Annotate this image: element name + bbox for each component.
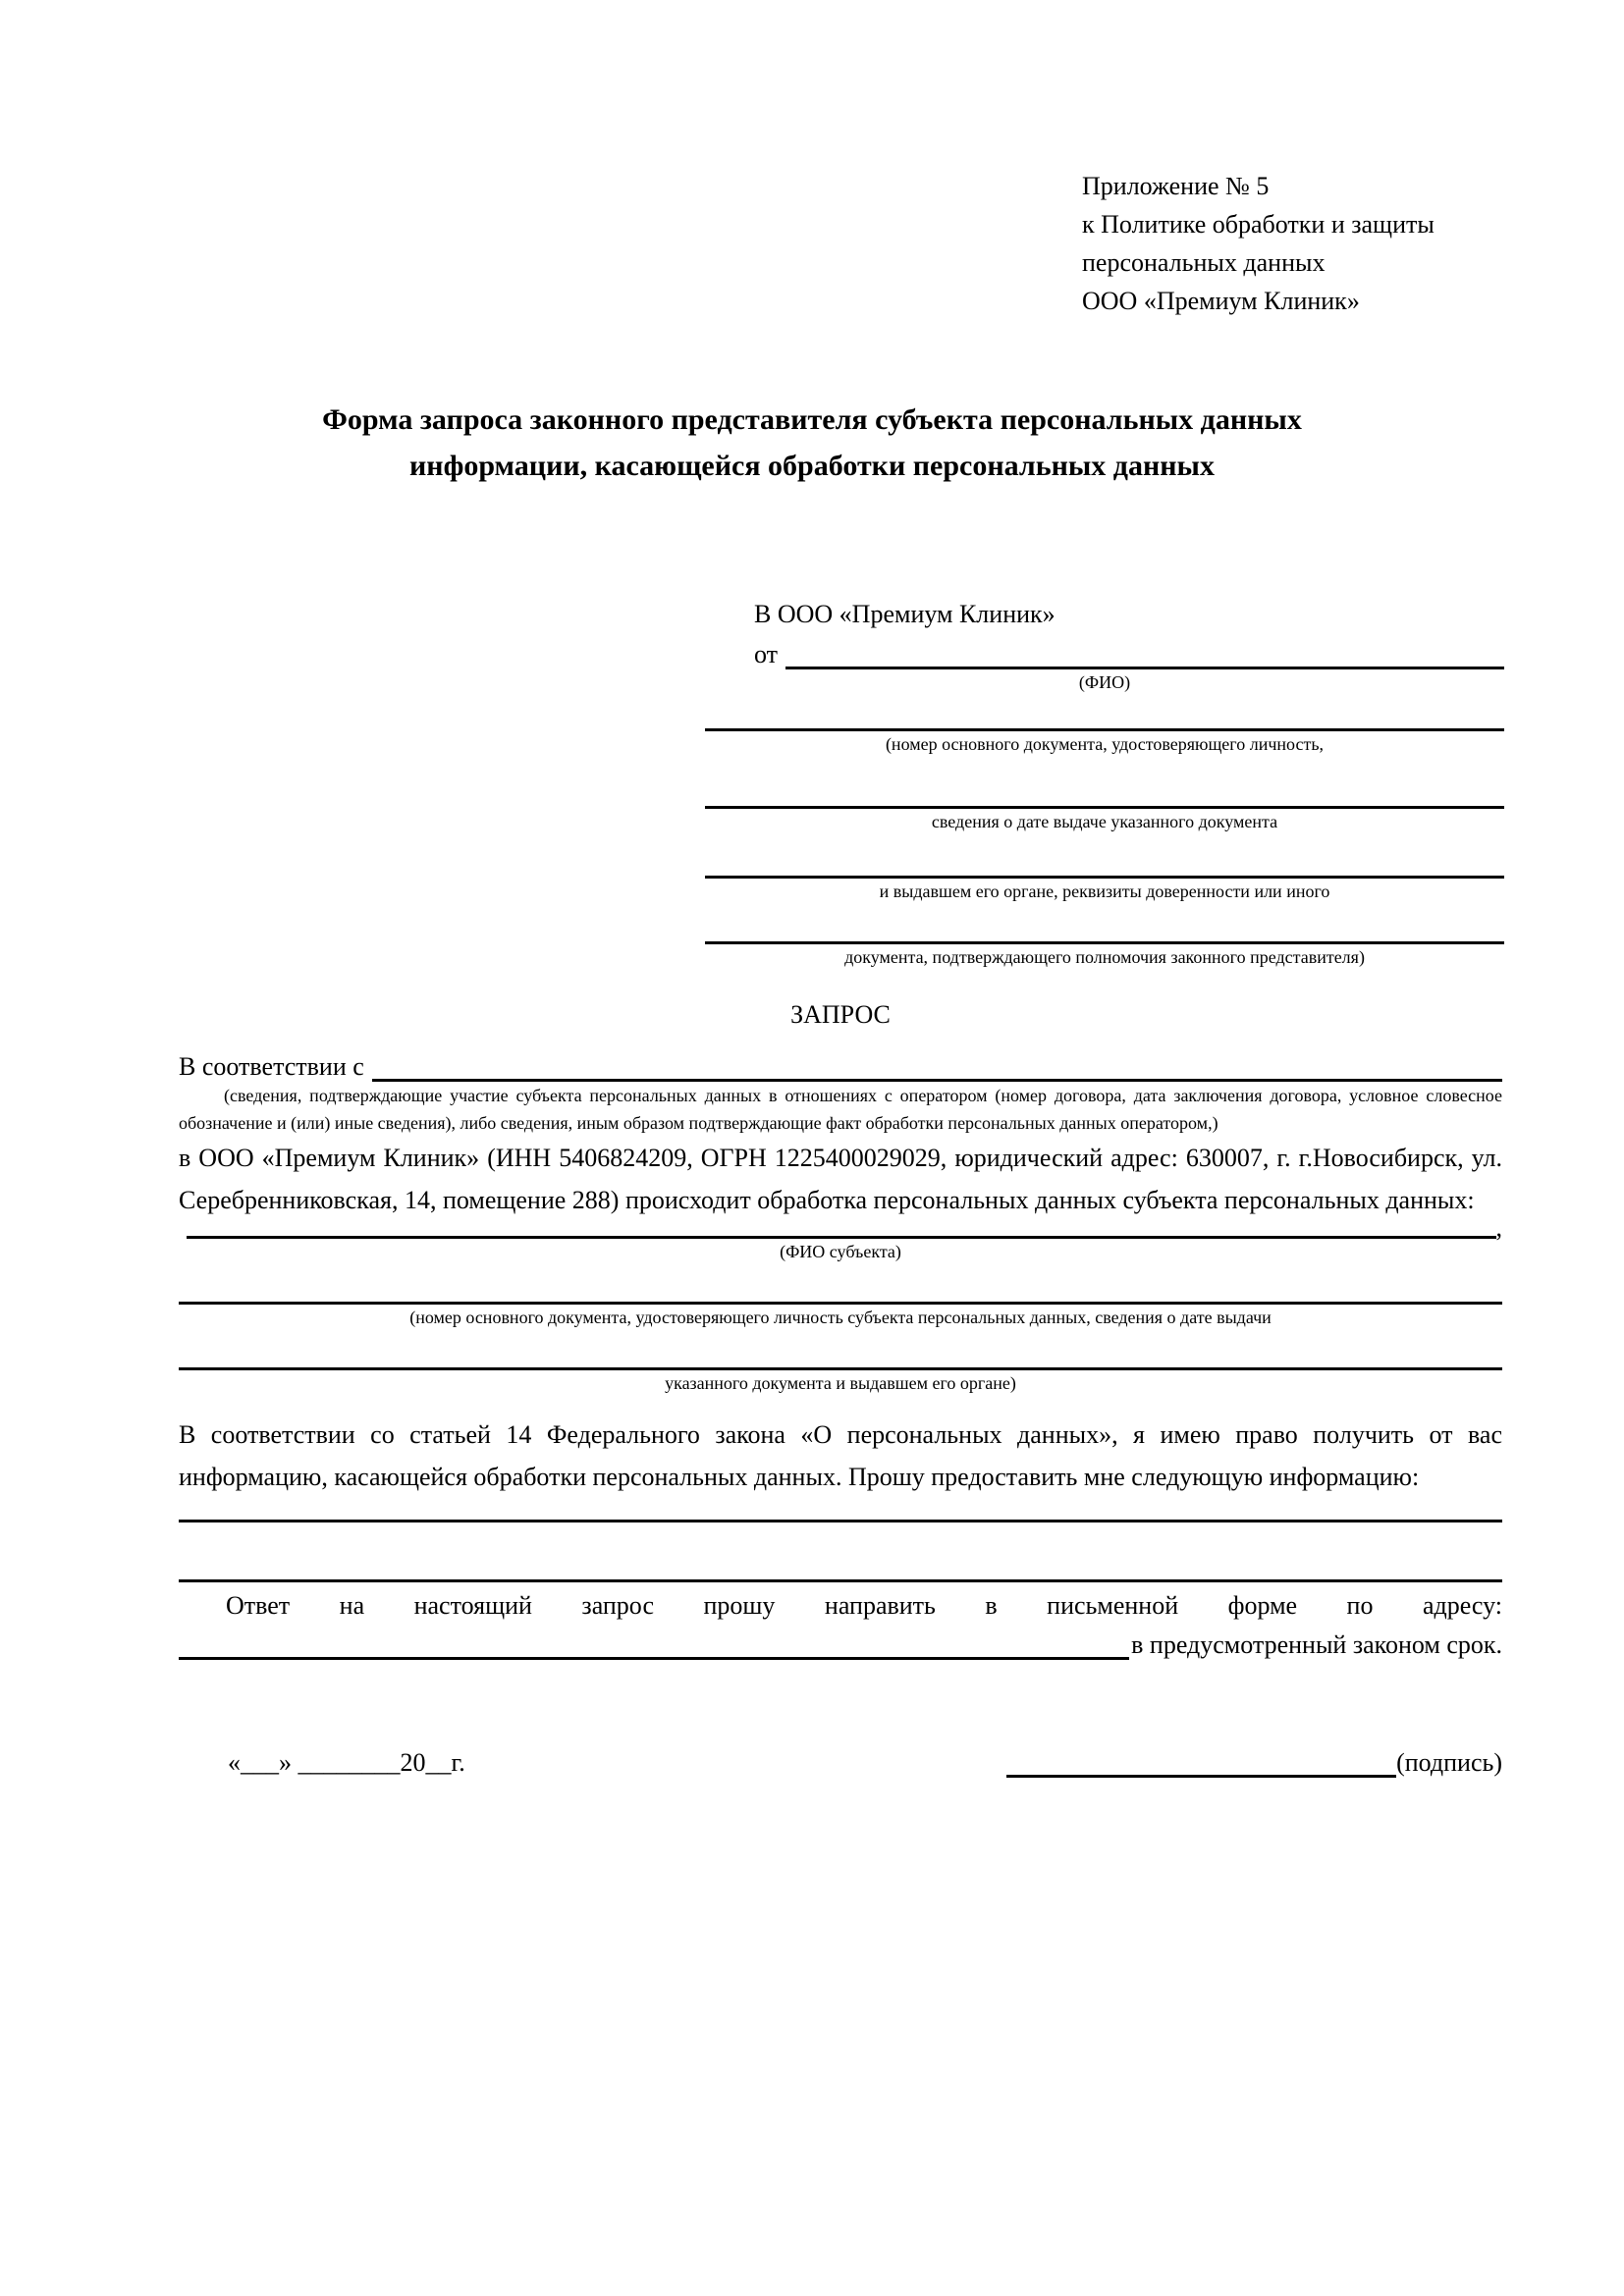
subject-fio-comma: , [1495,1213,1502,1242]
page-title-line: информации, касающейся обработки персональных данных [409,450,1215,482]
info-request-line [179,1579,1502,1582]
info-request-line [179,1520,1502,1522]
law-paragraph: В соответствии со статьей 14 Федерального закона «О персональных данных», я имею право получить от вас информацию, касающейся обработки персональных данных. Прошу предоставить мне следующую информацию: [179,1420,1502,1491]
answer-paragraph-tail: в предусмотренный законом срок. [1131,1630,1502,1659]
answer-address-row [179,1627,1502,1660]
basis-row [179,1048,1502,1082]
address-field-line [179,1657,1129,1660]
from-row [705,634,1504,669]
field-caption: (номер основного документа, удостоверяющего личность, [885,734,1325,754]
signature-line [1006,1775,1396,1778]
fio-caption: (ФИО) [1078,672,1131,692]
field-caption: сведения о дате выдаче указанного документа [931,812,1278,831]
representative-doc-field [705,806,1504,834]
annex-header [1082,167,1543,320]
request-heading: ЗАПРОС [790,1000,891,1029]
addressee-block [705,595,1504,970]
date-template: «___» ________20__г. [228,1748,465,1777]
basis-caption: (сведения, подтверждающие участие субъекта персональных данных в отношениях с оператором (номер договора, дата заключения договора, условное словесное обозначение и (или) иные сведения), либо сведения, иным образом подтверждающие факт обработки персональных данных оператором,) [179,1086,1502,1133]
representative-doc-field [705,728,1504,757]
annex-line: к Политике обработки и защиты [1082,210,1435,239]
from-label: от [754,640,779,668]
annex-line: персональных данных [1082,248,1326,277]
operator-paragraph: в ООО «Премиум Клиник» (ИНН 5406824209, ОГРН 1225400029029, юридический адрес: 630007, г. г.Новосибирск, ул. Серебренниковская, 14, помещение 288) происходит обработка персональных данных субъекта персональных данных: [179,1144,1502,1214]
field-caption: документа, подтверждающего полномочия законного представителя) [844,947,1365,967]
page-title-line: Форма запроса законного представителя субъекта персональных данных [322,403,1302,436]
representative-doc-field [705,941,1504,970]
subject-doc-field [179,1367,1502,1396]
signature-block [1006,1748,1502,1778]
field-caption: и выдавшем его органе, реквизиты доверенности или иного [879,881,1330,901]
representative-doc-field [705,876,1504,904]
field-caption: указанного документа и выдавшем его органе) [665,1373,1016,1393]
addressee-organization: В ООО «Премиум Клиник» [754,600,1056,628]
subject-fio-caption: (ФИО субъекта) [780,1242,901,1261]
request-section [179,997,1502,1778]
subject-doc-field [179,1302,1502,1330]
fio-field-line [785,667,1504,669]
annex-line: ООО «Премиум Клиник» [1082,287,1360,315]
basis-label: В соответствии с [179,1052,364,1081]
subject-fio-row [179,1213,1502,1242]
answer-paragraph: Ответ на настоящий запрос прошу направить в письменной форме по адресу: [226,1591,1502,1620]
signature-caption: (подпись) [1396,1748,1502,1777]
page-title [98,397,1526,489]
annex-line: Приложение № 5 [1082,172,1270,200]
date-signature-row [179,1742,1502,1778]
field-caption: (номер основного документа, удостоверяющего личность субъекта персональных данных, сведения о дате выдачи [409,1308,1272,1327]
